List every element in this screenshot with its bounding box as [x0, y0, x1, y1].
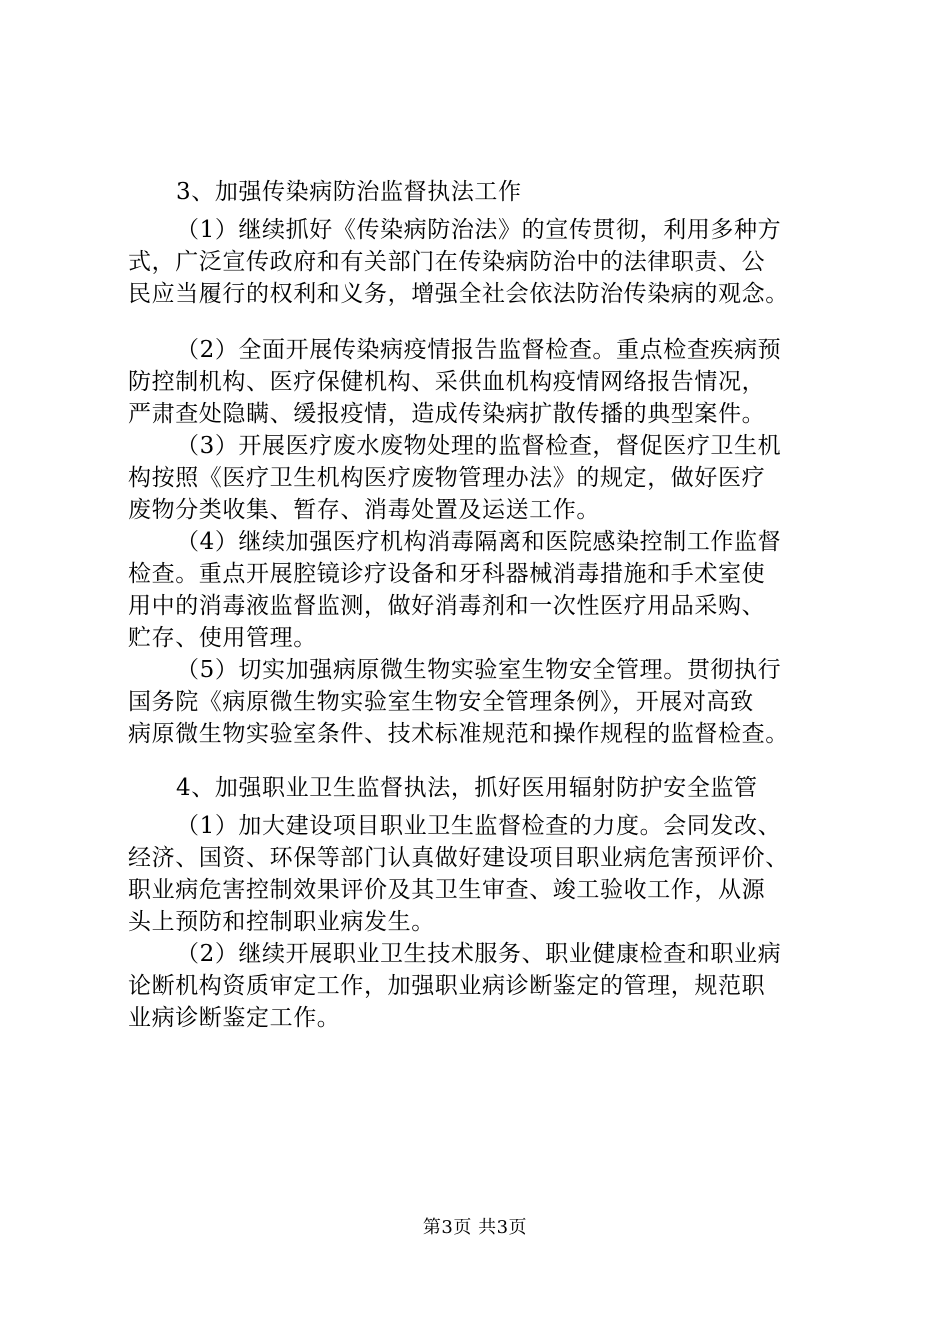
paragraph-line: 用中的消毒液监督监测，做好消毒剂和一次性医疗用品采购、 — [128, 593, 766, 619]
paragraph-line: 防控制机构、医疗保健机构、采供血机构疫情网络报告情况， — [128, 369, 766, 395]
paragraph-line: 国务院《病原微生物实验室生物安全管理条例》，开展对高致 — [128, 689, 754, 715]
paragraph-line: 头上预防和控制职业病发生。 — [128, 909, 435, 935]
section-heading-3: 3、加强传染病防治监督执法工作 — [176, 179, 522, 205]
paragraph-line: 式，广泛宣传政府和有关部门在传染病防治中的法律职责、公 — [128, 249, 766, 275]
paragraph-line: 病原微生物实验室条件、技术标准规范和操作规程的监督检查。 — [128, 721, 789, 747]
paragraph-line: （2）全面开展传染病疫情报告监督检查。重点检查疾病预 — [176, 337, 782, 363]
paragraph-line: 废物分类收集、暂存、消毒处置及运送工作。 — [128, 497, 600, 523]
paragraph-line: 经济、国资、环保等部门认真做好建设项目职业病危害预评价、 — [128, 845, 789, 871]
paragraph-line: 论断机构资质审定工作，加强职业病诊断鉴定的管理，规范职 — [128, 973, 766, 999]
paragraph-line: （1）继续抓好《传染病防治法》的宣传贯彻，利用多种方 — [176, 217, 782, 243]
paragraph-line: 检查。重点开展腔镜诊疗设备和牙科器械消毒措施和手术室使 — [128, 561, 766, 587]
paragraph-line: （4）继续加强医疗机构消毒隔离和医院感染控制工作监督 — [176, 529, 782, 555]
paragraph-line: （3）开展医疗废水废物处理的监督检查，督促医疗卫生机 — [176, 433, 782, 459]
section-heading-4: 4、加强职业卫生监督执法，抓好医用辐射防护安全监管 — [176, 775, 758, 801]
paragraph-line: （5）切实加强病原微生物实验室生物安全管理。贯彻执行 — [176, 657, 782, 683]
paragraph-line: 民应当履行的权利和义务，增强全社会依法防治传染病的观念。 — [128, 281, 789, 307]
paragraph-line: （2）继续开展职业卫生技术服务、职业健康检查和职业病 — [176, 941, 782, 967]
page-number-footer: 第3页 共3页 — [422, 1217, 528, 1238]
paragraph-line: 构按照《医疗卫生机构医疗废物管理办法》的规定，做好医疗 — [128, 465, 766, 491]
paragraph-line: 严肃查处隐瞒、缓报疫情，造成传染病扩散传播的典型案件。 — [128, 401, 766, 427]
paragraph-line: （1）加大建设项目职业卫生监督检查的力度。会同发改、 — [176, 813, 782, 839]
paragraph-line: 职业病危害控制效果评价及其卫生审查、竣工验收工作，从源 — [128, 877, 766, 903]
paragraph-line: 业病诊断鉴定工作。 — [128, 1005, 341, 1031]
paragraph-line: 贮存、使用管理。 — [128, 625, 317, 651]
